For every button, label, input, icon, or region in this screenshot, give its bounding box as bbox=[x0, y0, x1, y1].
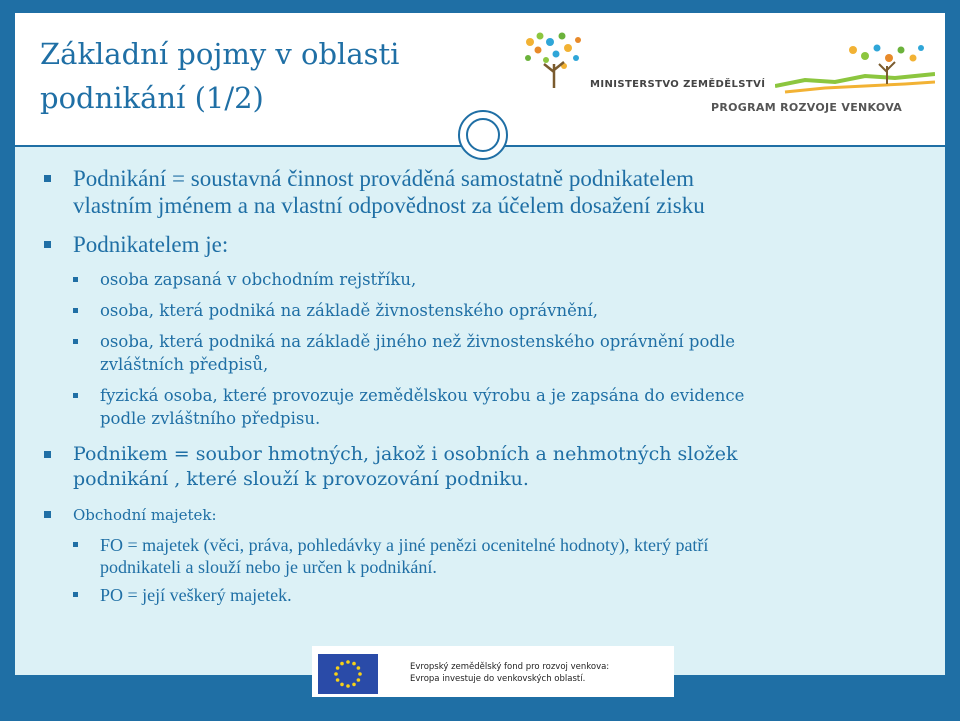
top-rail bbox=[15, 0, 960, 13]
square-bullet-icon bbox=[44, 175, 51, 182]
list-item: osoba zapsaná v obchodním rejstříku, bbox=[42, 268, 922, 291]
square-bullet-icon bbox=[44, 241, 51, 248]
list-item: osoba, která podniká na základě jiného než živnostenského oprávnění podle zvláštních předpisů, bbox=[42, 330, 922, 376]
left-rail bbox=[0, 0, 15, 721]
divider-circle-inner bbox=[466, 118, 500, 152]
square-bullet-icon bbox=[44, 511, 51, 518]
ministry-name: MINISTERSTVO ZEMĚDĚLSTVÍ bbox=[590, 79, 766, 90]
right-rail bbox=[945, 146, 960, 675]
list-item: osoba, která podniká na základě živnostenského oprávnění, bbox=[42, 299, 922, 322]
square-bullet-icon bbox=[73, 542, 78, 547]
square-bullet-icon bbox=[73, 277, 78, 282]
eu-flag-icon bbox=[318, 654, 378, 694]
eu-footer-text bbox=[410, 661, 609, 685]
right-rail-top bbox=[945, 13, 960, 146]
eu-footer-line2: Evropa investuje do venkovských oblastí. bbox=[410, 674, 586, 684]
square-bullet-icon bbox=[73, 339, 78, 344]
slide-title bbox=[40, 32, 480, 120]
list-item: fyzická osoba, které provozuje zemědělskou výrobu a je zapsána do evidence podle zvláštního předpisu. bbox=[42, 384, 922, 430]
list-item: Obchodní majetek: bbox=[42, 504, 922, 526]
list-item: FO = majetek (věci, práva, pohledávky a jiné penězi ocenitelné hodnoty), který patří podnikateli a slouží nebo je určen k podnikání. bbox=[42, 534, 922, 578]
list-item: Podnikatelem je: bbox=[42, 231, 922, 258]
list-item: Podnikem = soubor hmotných, jakož i osobních a nehmotných složek podnikání , které slouží k provozování podniku. bbox=[42, 442, 922, 492]
list-item: PO = její veškerý majetek. bbox=[42, 584, 922, 606]
slide-title-line2: podnikání (1/2) bbox=[40, 81, 264, 115]
square-bullet-icon bbox=[73, 592, 78, 597]
square-bullet-icon bbox=[73, 393, 78, 398]
eu-footer-line1: Evropský zemědělský fond pro rozvoj venkova: bbox=[410, 662, 610, 672]
square-bullet-icon bbox=[73, 308, 78, 313]
list-item: Podnikání = soustavná činnost prováděná samostatně podnikatelem vlastním jménem a na vlastní odpovědnost za účelem dosažení zisku bbox=[42, 165, 922, 219]
square-bullet-icon bbox=[44, 451, 51, 458]
program-logo-icon bbox=[775, 40, 935, 96]
slide-content bbox=[42, 165, 922, 606]
slide-title-line1: Základní pojmy v oblasti bbox=[40, 37, 400, 71]
program-name: PROGRAM ROZVOJE VENKOVA bbox=[711, 101, 903, 114]
